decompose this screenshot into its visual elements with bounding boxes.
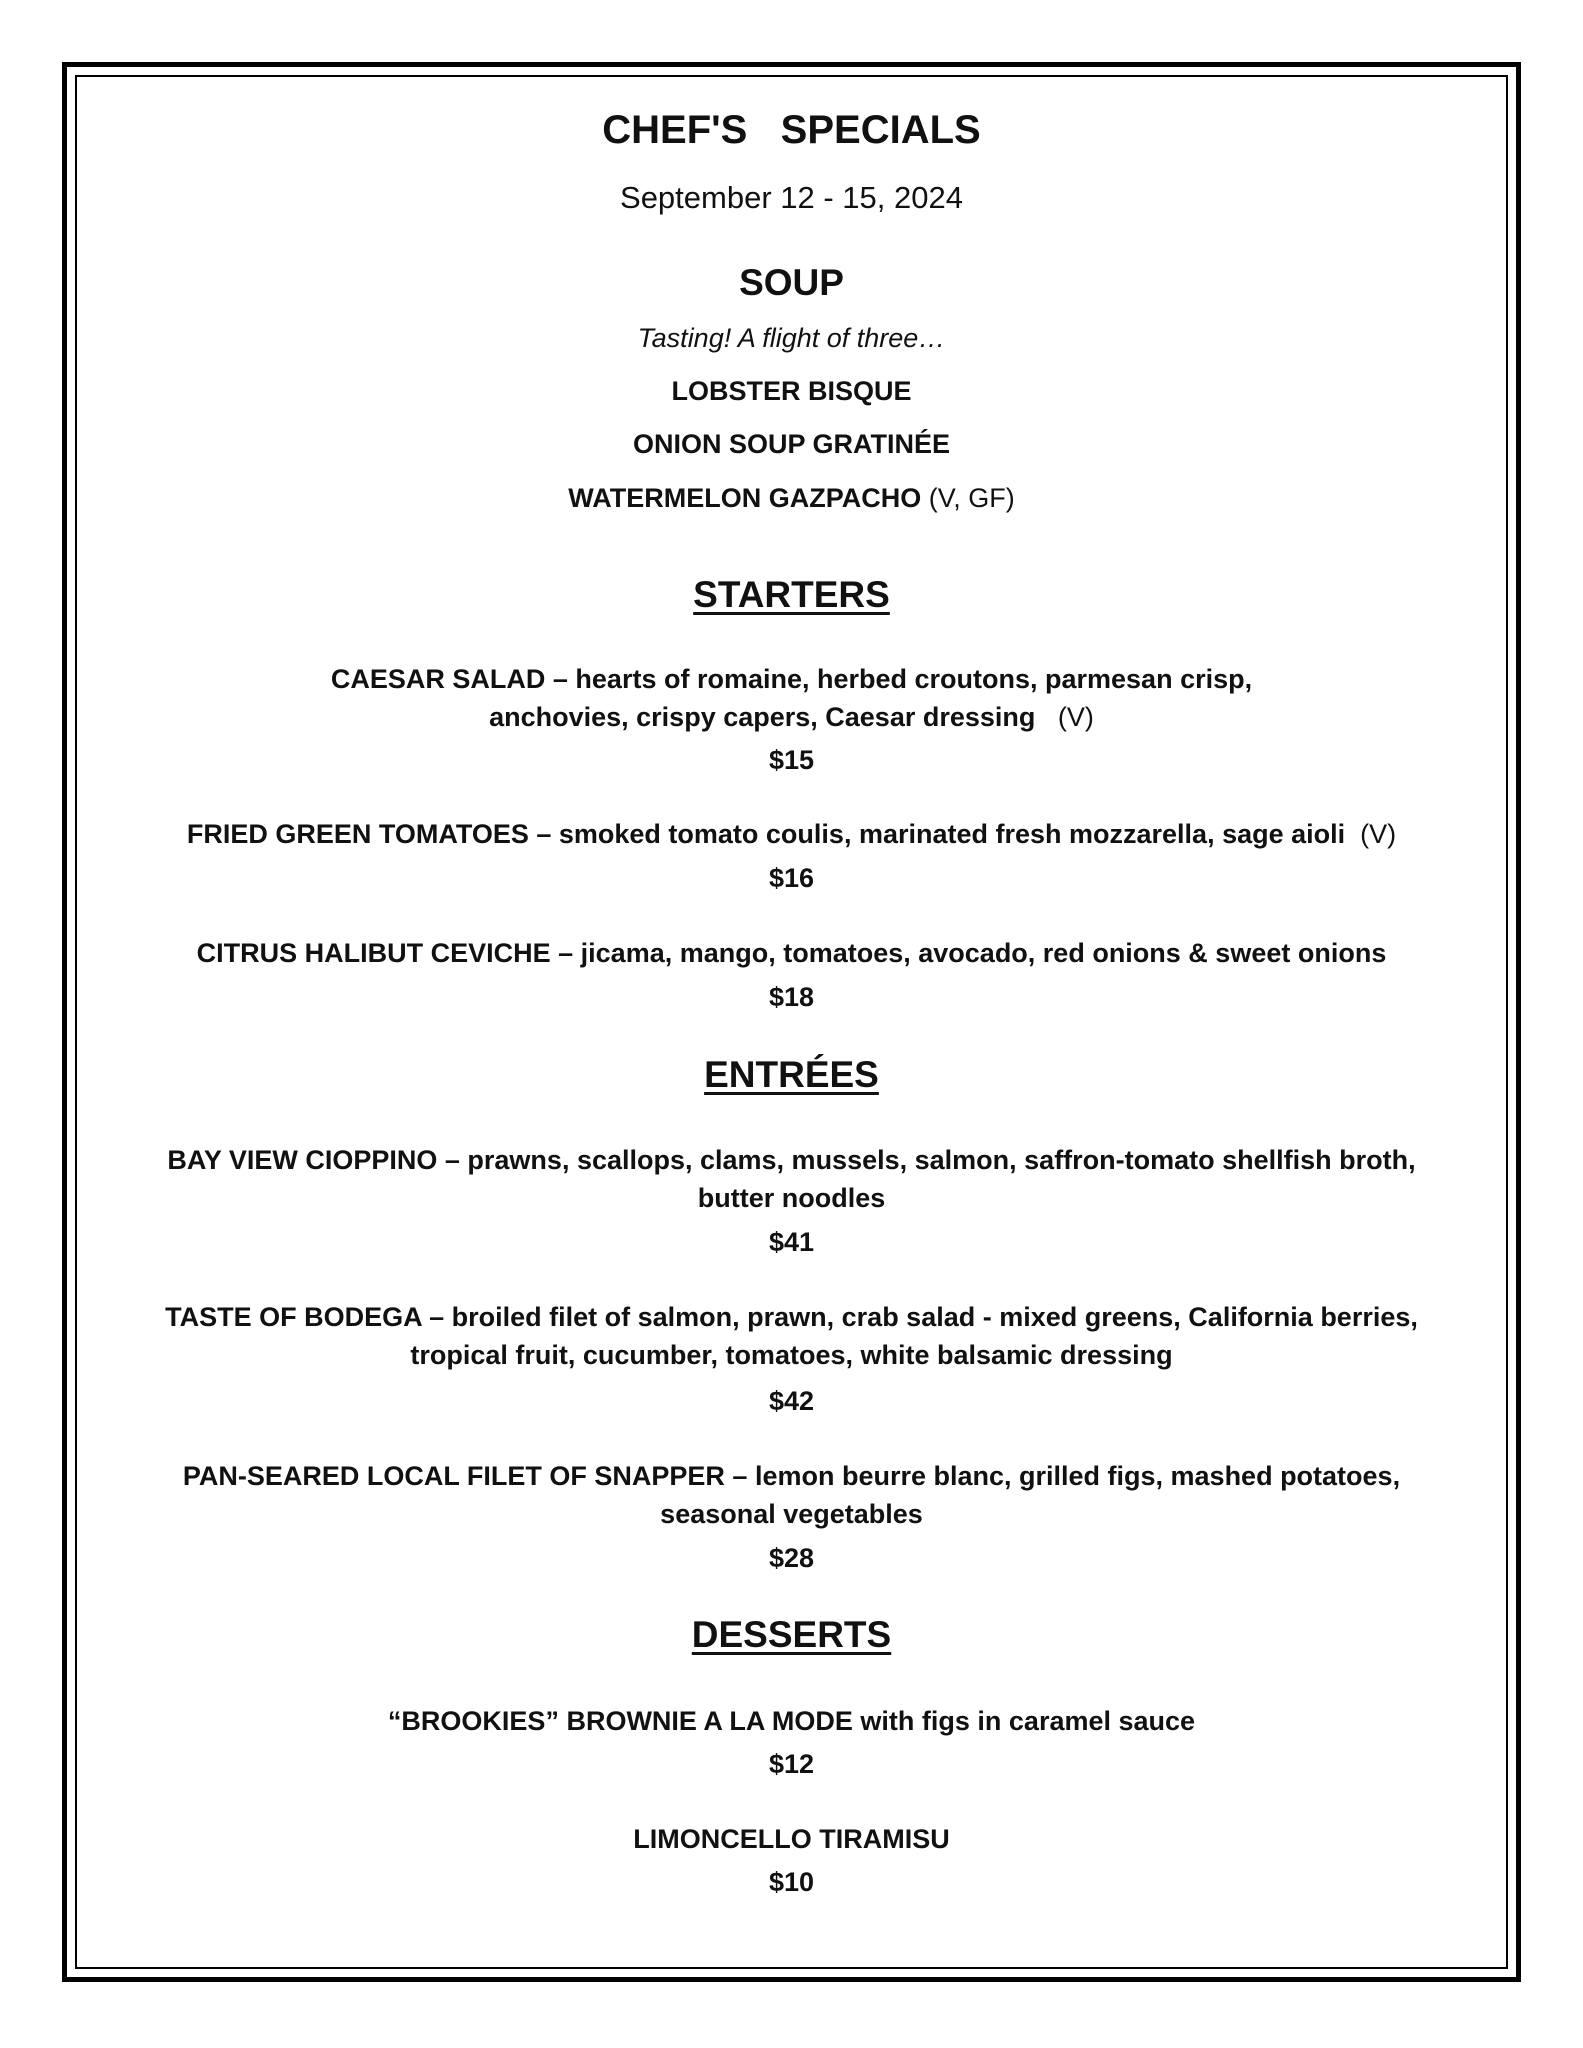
soup-item-name: LOBSTER BISQUE: [671, 376, 912, 406]
menu-item-description: CITRUS HALIBUT CEVICHE – jicama, mango, tomatoes, avocado, red onions & sweet onions: [196, 938, 1387, 968]
menu-item-price: $42: [768, 1386, 815, 1416]
menu-item-price: $28: [768, 1543, 815, 1573]
soup-item: [0, 376, 1583, 407]
soup-item: [0, 483, 1583, 514]
menu-item-line: tropical fruit, cucumber, tomatoes, white balsamic dressing: [410, 1340, 1173, 1370]
menu-item-line: seasonal vegetables: [660, 1499, 923, 1529]
menu-item-price: $12: [768, 1749, 815, 1779]
menu-item-line: anchovies, crispy capers, Caesar dressing (V): [489, 702, 1094, 732]
menu-item-description: [0, 1457, 1583, 1533]
menu-item-line: BAY VIEW CIOPPINO – prawns, scallops, clams, mussels, salmon, saffron-tomato shellfish broth,: [167, 1145, 1416, 1175]
menu-item-description: [0, 1141, 1583, 1217]
menu-item-description: LIMONCELLO TIRAMISU: [633, 1824, 950, 1854]
soup-item: [0, 429, 1583, 460]
menu-border-inner: [75, 75, 1508, 1969]
menu-item-price: $18: [768, 982, 815, 1012]
menu-item-price: $15: [768, 745, 815, 775]
section-heading-entrees: ENTRÉES: [704, 1054, 879, 1095]
menu-item-description: “BROOKIES” BROWNIE A LA MODE with figs in caramel sauce: [387, 1706, 1196, 1736]
menu-item-line: butter noodles: [697, 1183, 886, 1213]
menu-item-line: CAESAR SALAD – hearts of romaine, herbed croutons, parmesan crisp,: [330, 664, 1253, 694]
menu-item-price: $41: [768, 1227, 815, 1257]
section-heading-starters: STARTERS: [693, 574, 890, 615]
menu-item-diet: (V): [1360, 819, 1397, 849]
menu-title: CHEF'S SPECIALS: [602, 108, 981, 152]
menu-item-line: PAN-SEARED LOCAL FILET OF SNAPPER – lemon beurre blanc, grilled figs, mashed potatoes,: [182, 1461, 1401, 1491]
section-heading-desserts: DESSERTS: [691, 1614, 892, 1655]
menu-item-diet: (V): [1057, 702, 1094, 732]
menu-item-line: TASTE OF BODEGA – broiled filet of salmon, prawn, crab salad - mixed greens, California berries,: [165, 1302, 1418, 1332]
soup-item-name: WATERMELON GAZPACHO: [568, 483, 922, 513]
soup-item-name: ONION SOUP GRATINÉE: [632, 429, 951, 459]
menu-item-price: $16: [768, 863, 815, 893]
soup-tagline: Tasting! A flight of three…: [637, 323, 946, 353]
menu-item-description: [0, 660, 1583, 736]
menu-item-description: [0, 1298, 1583, 1374]
section-heading-soup: SOUP: [739, 262, 844, 303]
menu-item-price: $10: [768, 1867, 815, 1897]
menu-item-description: FRIED GREEN TOMATOES – smoked tomato coulis, marinated fresh mozzarella, sage aioli (V): [186, 819, 1397, 849]
soup-item-diet: (V, GF): [928, 483, 1015, 513]
menu-date: September 12 - 15, 2024: [620, 180, 963, 215]
